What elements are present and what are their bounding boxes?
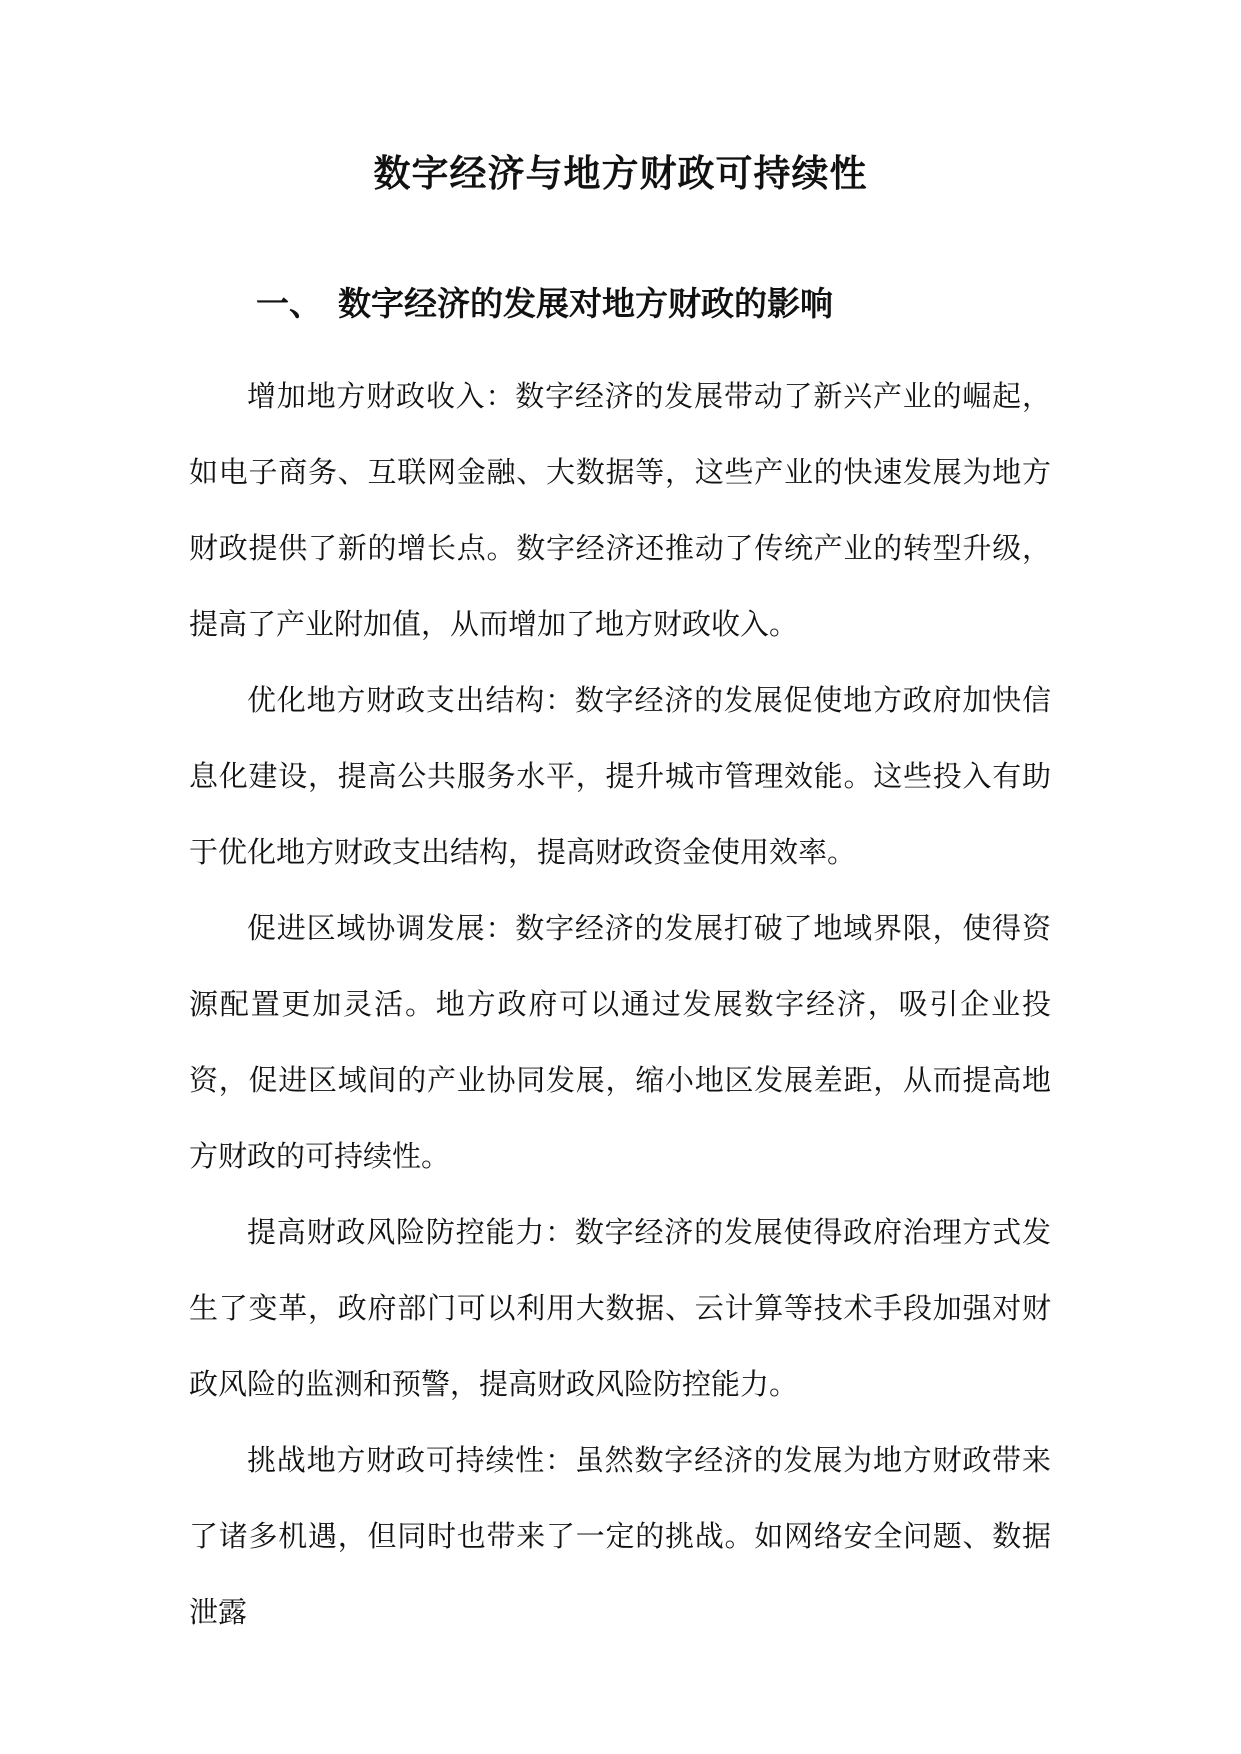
paragraph-risk: 提高财政风险防控能力：数字经济的发展使得政府治理方式发生了变革，政府部门可以利用大数据、云计算等技术手段加强对财政风险的监测和预警，提高财政风险防控能力。 xyxy=(189,1215,1051,1401)
paragraph-revenue: 增加地方财政收入：数字经济的发展带动了新兴产业的崛起，如电子商务、互联网金融、大数据等，这些产业的快速发展为地方财政提供了新的增长点。数字经济还推动了传统产业的转型升级，提高了产业附加值，从而增加了地方财政收入。 xyxy=(189,379,1051,641)
section-heading-text: 数字经济的发展对地方财政的影响 xyxy=(338,284,833,323)
paragraph-regional: 促进区域协调发展：数字经济的发展打破了地域界限，使得资源配置更加灵活。地方政府可以通过发展数字经济，吸引企业投资，促进区域间的产业协同发展，缩小地区发展差距，从而提高地方财政的可持续性。 xyxy=(189,911,1051,1173)
section-heading xyxy=(256,282,1056,326)
section-number: 一、 xyxy=(256,284,322,323)
paragraph-expenditure: 优化地方财政支出结构：数字经济的发展促使地方政府加快信息化建设，提高公共服务水平，提升城市管理效能。这些投入有助于优化地方财政支出结构，提高财政资金使用效率。 xyxy=(189,683,1051,869)
document-body xyxy=(189,358,1051,1650)
paragraph-challenge: 挑战地方财政可持续性：虽然数字经济的发展为地方财政带来了诸多机遇，但同时也带来了一定的挑战。如网络安全问题、数据泄露 xyxy=(189,1443,1051,1629)
document-title: 数字经济与地方财政可持续性 xyxy=(373,152,868,195)
